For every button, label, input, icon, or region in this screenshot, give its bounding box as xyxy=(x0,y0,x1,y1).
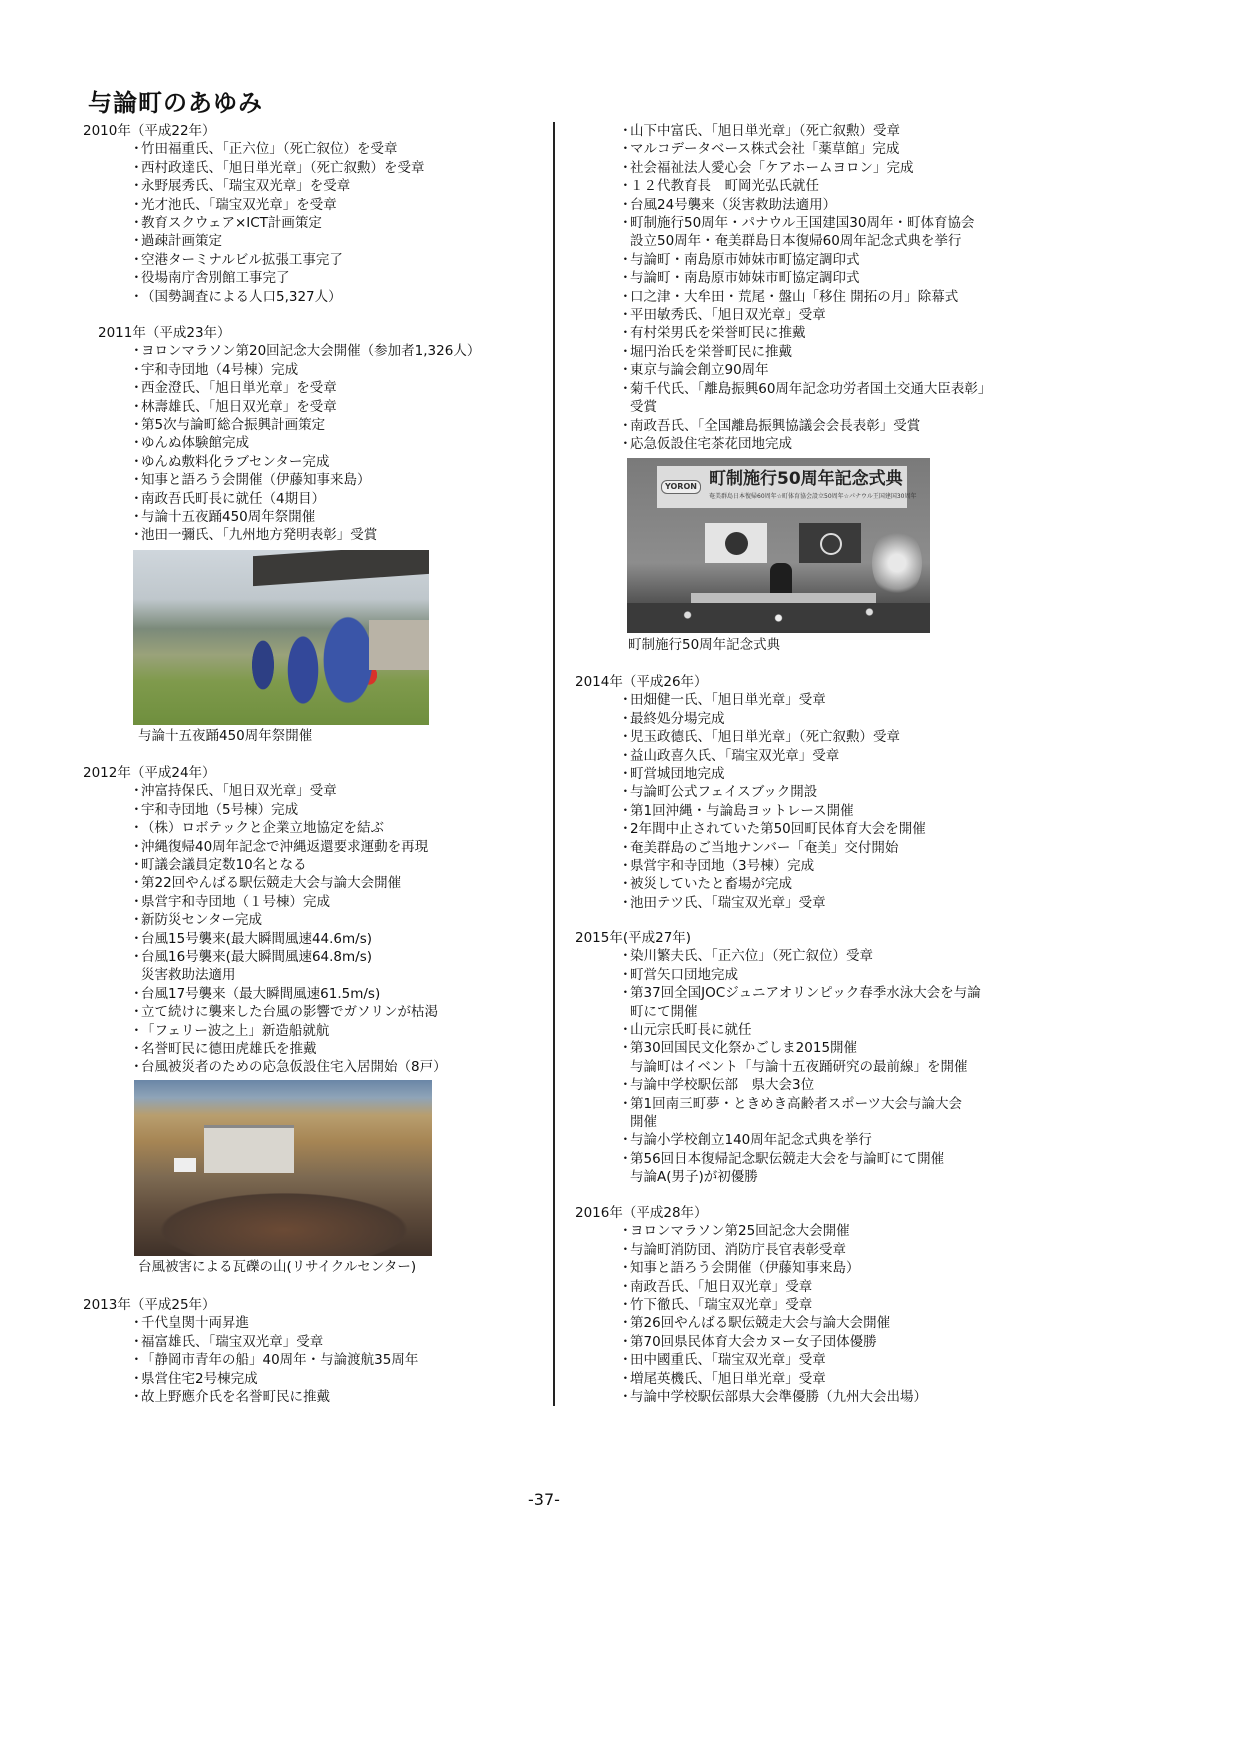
event-item: ･ 沖富持保氏、「旭日双光章」受章 xyxy=(133,782,447,800)
event-list xyxy=(622,1222,927,1406)
town-flag xyxy=(799,523,861,563)
event-item: ･ 町営城団地完成 xyxy=(622,765,926,783)
event-item: ･ 与論町消防団、消防庁長官表彰受章 xyxy=(622,1241,927,1259)
event-item: ･ 永野展秀氏、「瑞宝双光章」を受章 xyxy=(133,177,425,195)
event-item: ･ マルコデータベース株式会社「薬草館」完成 xyxy=(622,140,991,158)
event-item: ･ 南政吾氏、「旭日双光章」受章 xyxy=(622,1278,927,1296)
event-item: ･ 新防災センター完成 xyxy=(133,911,447,929)
event-list xyxy=(133,342,480,544)
event-list xyxy=(622,691,926,912)
event-item: ･ 光才池氏、「瑞宝双光章」を受章 xyxy=(133,196,425,214)
event-item: ･ 県営宇和寺団地（１号棟）完成 xyxy=(133,893,447,911)
event-item: ･ 最終処分場完成 xyxy=(622,710,926,728)
event-item: ･ 町営矢口団地完成 xyxy=(622,966,981,984)
event-item: ･ （株）ロボテックと企業立地協定を結ぶ xyxy=(133,819,447,837)
event-item: ･ ゆんぬ体験館完成 xyxy=(133,434,480,452)
event-item: ･ ゆんぬ敷料化ラブセンター完成 xyxy=(133,453,480,471)
event-item: ･ 益山政喜久氏、「瑞宝双光章」受章 xyxy=(622,747,926,765)
event-item: ･ 東京与論会創立90周年 xyxy=(622,361,991,379)
debris-photo-caption: 台風被害による瓦礫の山(リサイクルセンター) xyxy=(138,1259,417,1275)
japan-flag xyxy=(705,523,767,563)
event-item: ･ 池田テツ氏、「瑞宝双光章」受章 xyxy=(622,894,926,912)
event-item: ･ 林壽雄氏、「旭日双光章」を受章 xyxy=(133,398,480,416)
event-item: ･ 名誉町民に德田虎雄氏を推戴 xyxy=(133,1040,447,1058)
event-item: ･ 堀円治氏を栄誉町民に推戴 xyxy=(622,343,991,361)
event-item: ･ ヨロンマラソン第25回記念大会開催 xyxy=(622,1222,927,1240)
banner-title: 町制施行50周年記念式典 xyxy=(709,469,903,489)
event-item: ･ 山元宗氏町長に就任 xyxy=(622,1021,981,1039)
truck xyxy=(174,1158,196,1172)
event-item: ･ 増尾英機氏、「旭日単光章」受章 xyxy=(622,1370,927,1388)
event-list xyxy=(133,1314,418,1406)
event-item: ･ 故上野應介氏を名誉町民に推戴 xyxy=(133,1388,418,1406)
event-item: ･ 与論町・南島原市姉妹市町協定調印式 xyxy=(622,269,991,287)
event-list xyxy=(133,782,447,1077)
event-item: ･ 竹田福重氏、「正六位」（死亡叙位）を受章 xyxy=(133,140,425,158)
event-item: ･ 口之津・大牟田・荒尾・盤山「移住 開拓の月」除幕式 xyxy=(622,288,991,306)
event-list xyxy=(133,140,425,306)
ceremony-banner xyxy=(657,466,917,508)
year-header: 2016年（平成28年） xyxy=(575,1205,708,1221)
event-item: ･ 第26回やんばる駅伝競走大会与論大会開催 xyxy=(622,1314,927,1332)
event-item: ･ 役場南庁舎別館工事完了 xyxy=(133,269,425,287)
year-header: 2015年(平成27年) xyxy=(575,930,692,946)
event-list xyxy=(622,122,991,453)
event-item: ･ 平田敏秀氏、「旭日双光章」受章 xyxy=(622,306,991,324)
event-item: ･ 南政吾氏町長に就任（4期目） xyxy=(133,490,480,508)
event-item: ･ 沖縄復帰40周年記念で沖縄返還要求運動を再現 xyxy=(133,838,447,856)
event-item: ･ 台風17号襲来（最大瞬間風速61.5m/s) xyxy=(133,985,447,1003)
event-item: ･ 与論小学校創立140周年記念式典を挙行 xyxy=(622,1131,981,1149)
event-item: ･ ヨロンマラソン第20回記念大会開催（参加者1,326人） xyxy=(133,342,480,360)
event-item: ･ 第56回日本復帰記念駅伝競走大会を与論町にて開催 与論A(男子)が初優勝 xyxy=(622,1150,981,1187)
festival-photo xyxy=(133,550,429,725)
event-item: ･ 町議会議員定数10名となる xyxy=(133,856,447,874)
page-title: 与論町のあゆみ xyxy=(88,89,263,117)
event-item: ･ 山下中富氏、「旭日単光章」（死亡叙勲）受章 xyxy=(622,122,991,140)
event-item: ･ （国勢調査による人口5,327人） xyxy=(133,288,425,306)
event-item: ･ 与論町公式フェイスブック開設 xyxy=(622,783,926,801)
event-item: ･ 被災していたと畜場が完成 xyxy=(622,875,926,893)
flower-arrangement xyxy=(627,603,930,633)
year-section-2013 xyxy=(83,1296,418,1406)
event-item: ･ 田畑健一氏、「旭日単光章」受章 xyxy=(622,691,926,709)
event-item: ･ 田中國重氏、「瑞宝双光章」受章 xyxy=(622,1351,927,1369)
event-item: ･ 西金澄氏、「旭日単光章」を受章 xyxy=(133,379,480,397)
year-header: 2010年（平成22年） xyxy=(83,123,216,139)
ceremony-photo-caption: 町制施行50周年記念式典 xyxy=(628,637,781,653)
year-section-2011 xyxy=(98,324,480,545)
event-item: ･ 「フェリー波之上」新造船就航 xyxy=(133,1022,447,1040)
event-item: ･ 台風15号襲来(最大瞬間風速44.6m/s) xyxy=(133,930,447,948)
festival-photo-caption: 与論十五夜踊450周年祭開催 xyxy=(138,728,313,744)
event-item: ･ 与論町・南島原市姉妹市町協定調印式 xyxy=(622,251,991,269)
event-item: ･ 台風24号襲来（災害救助法適用） xyxy=(622,196,991,214)
event-item: ･ 第37回全国JOCジュニアオリンピック春季水泳大会を与論 町にて開催 xyxy=(622,984,981,1021)
event-item: ･ 与論中学校駅伝部 県大会3位 xyxy=(622,1076,981,1094)
event-item: ･ 奄美群島のご当地ナンバー「奄美」交付開始 xyxy=(622,839,926,857)
event-item: ･ 県営住宅2号棟完成 xyxy=(133,1370,418,1388)
event-item: ･ 池田一彌氏、「九州地方発明表彰」受賞 xyxy=(133,526,480,544)
event-item: ･ 応急仮設住宅茶花団地完成 xyxy=(622,435,991,453)
event-item: ･ 第70回県民体育大会カヌー女子団体優勝 xyxy=(622,1333,927,1351)
yoron-logo: YORON xyxy=(661,480,701,494)
event-item: ･ 県営宇和寺団地（3号棟）完成 xyxy=(622,857,926,875)
year-section-2016 xyxy=(575,1204,927,1406)
speaker xyxy=(770,563,792,593)
event-item: ･ 社会福祉法人愛心会「ケアホームヨロン」完成 xyxy=(622,159,991,177)
event-item: ･ 菊千代氏、「離島振興60周年記念功労者国土交通大臣表彰」 受賞 xyxy=(622,380,991,417)
event-item: ･ 南政吾氏、「全国離島振興協議会会長表彰」受賞 xyxy=(622,417,991,435)
event-item: ･ １２代教育長 町岡光弘氏就任 xyxy=(622,177,991,195)
tent xyxy=(253,550,429,586)
event-item: ･ 与論中学校駅伝部県大会準優勝（九州大会出場） xyxy=(622,1388,927,1406)
event-item: ･ 過疎計画策定 xyxy=(133,232,425,250)
event-item: ･ 第22回やんばる駅伝競走大会与論大会開催 xyxy=(133,874,447,892)
stone-wall xyxy=(369,620,429,670)
page-number: -37- xyxy=(528,1490,560,1509)
year-header: 2013年（平成25年） xyxy=(83,1297,216,1313)
event-item: ･ 有村栄男氏を栄誉町民に推戴 xyxy=(622,324,991,342)
event-item: ･ 第1回南三町夢・ときめき高齢者スポーツ大会与論大会 開催 xyxy=(622,1095,981,1132)
column-divider xyxy=(553,122,555,1406)
event-item: ･ 西村政達氏、「旭日単光章」（死亡叙勲）を受章 xyxy=(133,159,425,177)
event-item: ･ 宇和寺団地（4号棟）完成 xyxy=(133,361,480,379)
event-item: ･ 2年間中止されていた第50回町民体育大会を開催 xyxy=(622,820,926,838)
ceremony-photo xyxy=(627,458,930,633)
event-item: ･ 台風16号襲来(最大瞬間風速64.8m/s) 災害救助法適用 xyxy=(133,948,447,985)
event-item: ･ 第30回国民文化祭かごしま2015開催 与論町はイベント「与論十五夜踊研究の最前線」を開催 xyxy=(622,1039,981,1076)
event-item: ･ 知事と語ろう会開催（伊藤知事来島） xyxy=(133,471,480,489)
event-item: ･ 立て続けに襲来した台風の影響でガソリンが枯渇 xyxy=(133,1003,447,1021)
event-item: ･ 宇和寺団地（5号棟）完成 xyxy=(133,801,447,819)
event-item: ･ 千代皇関十両昇進 xyxy=(133,1314,418,1332)
event-item: ･ 教育スクウェア×ICT計画策定 xyxy=(133,214,425,232)
banner-subtitle: 奄美群島日本復帰60周年☆町体育協会設立50周年☆パナウル王国建国30周年 xyxy=(709,493,917,500)
year-section-2013-cont xyxy=(622,122,991,453)
year-section-2014 xyxy=(575,673,926,912)
year-section-2010 xyxy=(83,122,425,306)
event-list xyxy=(622,947,981,1186)
event-item: ･ 竹下徹氏、「瑞宝双光章」受章 xyxy=(622,1296,927,1314)
event-item: ･ 「静岡市青年の船」40周年・与論渡航35周年 xyxy=(133,1351,418,1369)
event-item: ･ 町制施行50周年・パナウル王国建国30周年・町体育協会 設立50周年・奄美群島日本復帰60周年記念式典を挙行 xyxy=(622,214,991,251)
event-item: ･ 知事と語ろう会開催（伊藤知事来島） xyxy=(622,1259,927,1277)
year-header: 2011年（平成23年） xyxy=(98,325,231,341)
year-header: 2012年（平成24年） xyxy=(83,765,216,781)
event-item: ･ 福富雄氏、「瑞宝双光章」受章 xyxy=(133,1333,418,1351)
flower-bouquet xyxy=(872,528,922,598)
event-item: ･ 第1回沖縄・与論島ヨットレース開催 xyxy=(622,802,926,820)
debris-photo xyxy=(134,1080,432,1256)
year-header: 2014年（平成26年） xyxy=(575,674,708,690)
event-item: ･ 与論十五夜踊450周年祭開催 xyxy=(133,508,480,526)
building xyxy=(204,1125,294,1173)
event-item: ･ 第5次与論町総合振興計画策定 xyxy=(133,416,480,434)
year-section-2012 xyxy=(83,764,447,1077)
event-item: ･ 空港ターミナルビル拡張工事完了 xyxy=(133,251,425,269)
year-section-2015 xyxy=(575,929,981,1187)
event-item: ･ 台風被災者のための応急仮設住宅入居開始（8戸） xyxy=(133,1058,447,1076)
event-item: ･ 染川繁夫氏、「正六位」（死亡叙位）受章 xyxy=(622,947,981,965)
event-item: ･ 児玉政德氏、「旭日単光章」（死亡叙勲）受章 xyxy=(622,728,926,746)
